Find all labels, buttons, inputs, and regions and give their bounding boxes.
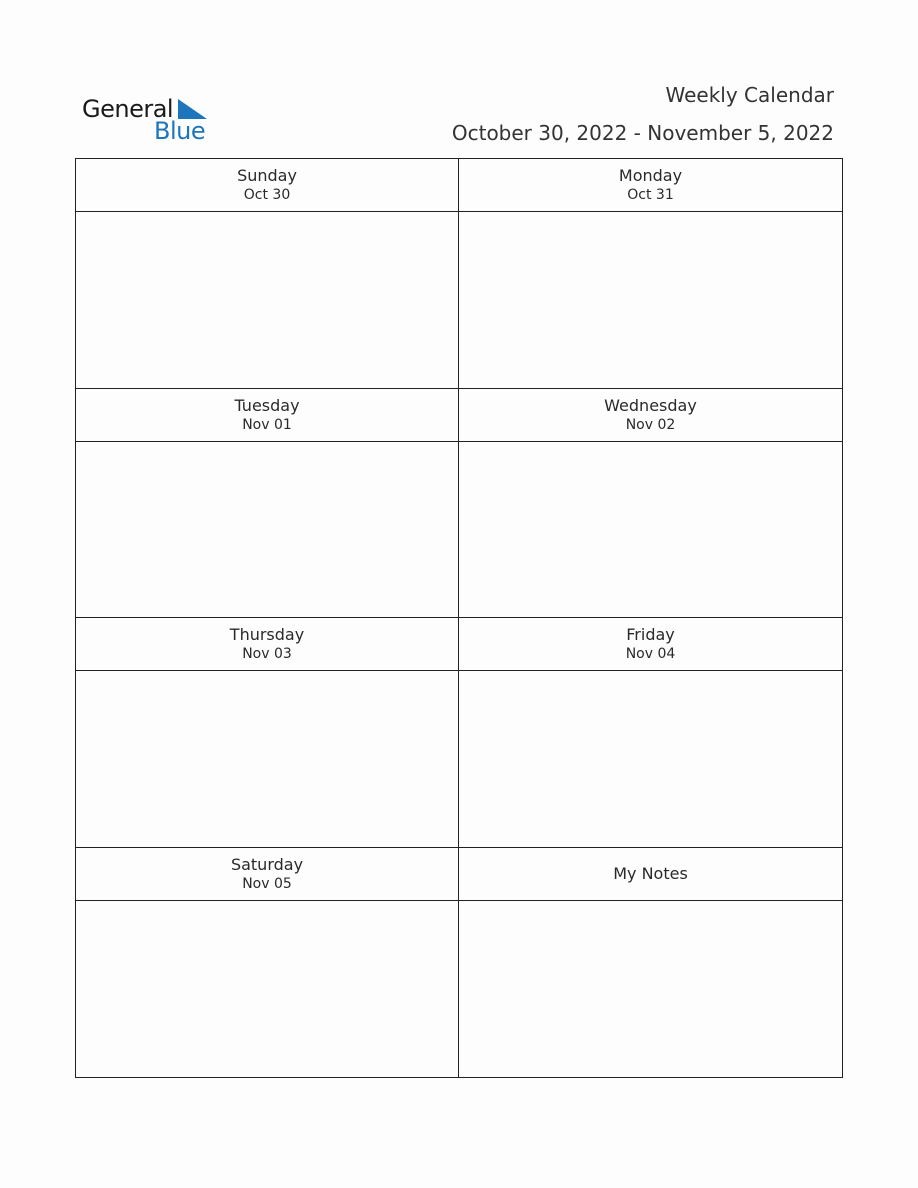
logo-word-general: General xyxy=(82,95,174,123)
notes-header xyxy=(459,848,842,901)
day-name: Monday xyxy=(618,166,683,185)
day-writing-area[interactable] xyxy=(459,212,842,388)
day-header xyxy=(459,389,842,442)
day-name: Sunday xyxy=(237,166,297,185)
weekly-calendar-grid xyxy=(75,158,843,1078)
day-date: Nov 02 xyxy=(625,416,676,433)
notes-writing-area[interactable] xyxy=(459,901,842,1078)
day-writing-area[interactable] xyxy=(459,442,842,618)
day-cell-friday xyxy=(459,618,842,848)
page-title: Weekly Calendar xyxy=(665,83,834,107)
day-cell-tuesday xyxy=(76,389,459,619)
day-header xyxy=(76,389,458,442)
day-date: Oct 30 xyxy=(243,187,291,203)
notes-title: My Notes xyxy=(613,863,688,883)
day-date: Oct 31 xyxy=(627,187,674,203)
day-header xyxy=(76,159,458,212)
day-cell-thursday xyxy=(76,618,459,848)
day-date: Nov 05 xyxy=(242,875,292,892)
day-header xyxy=(459,618,842,671)
day-writing-area[interactable] xyxy=(76,671,458,847)
day-name: Tuesday xyxy=(234,395,300,415)
day-cell-saturday xyxy=(76,848,459,1078)
day-writing-area[interactable] xyxy=(76,442,458,618)
day-date: Nov 04 xyxy=(625,646,676,662)
day-writing-area[interactable] xyxy=(76,901,458,1078)
day-header xyxy=(459,159,842,212)
notes-cell xyxy=(459,848,842,1078)
day-writing-area[interactable] xyxy=(459,671,842,847)
day-header xyxy=(76,848,458,901)
general-blue-logo xyxy=(82,94,212,146)
day-name: Friday xyxy=(626,625,675,644)
day-date: Nov 03 xyxy=(242,646,292,662)
day-cell-wednesday xyxy=(459,389,842,619)
day-name: Saturday xyxy=(230,854,304,874)
day-header xyxy=(76,618,458,671)
logo-word-blue: Blue xyxy=(154,117,206,145)
day-name: Wednesday xyxy=(604,395,697,415)
day-date: Nov 01 xyxy=(242,416,292,433)
day-writing-area[interactable] xyxy=(76,212,458,388)
day-name: Thursday xyxy=(229,625,305,644)
date-range: October 30, 2022 - November 5, 2022 xyxy=(451,121,834,145)
day-cell-sunday xyxy=(76,159,459,389)
day-cell-monday xyxy=(459,159,842,389)
